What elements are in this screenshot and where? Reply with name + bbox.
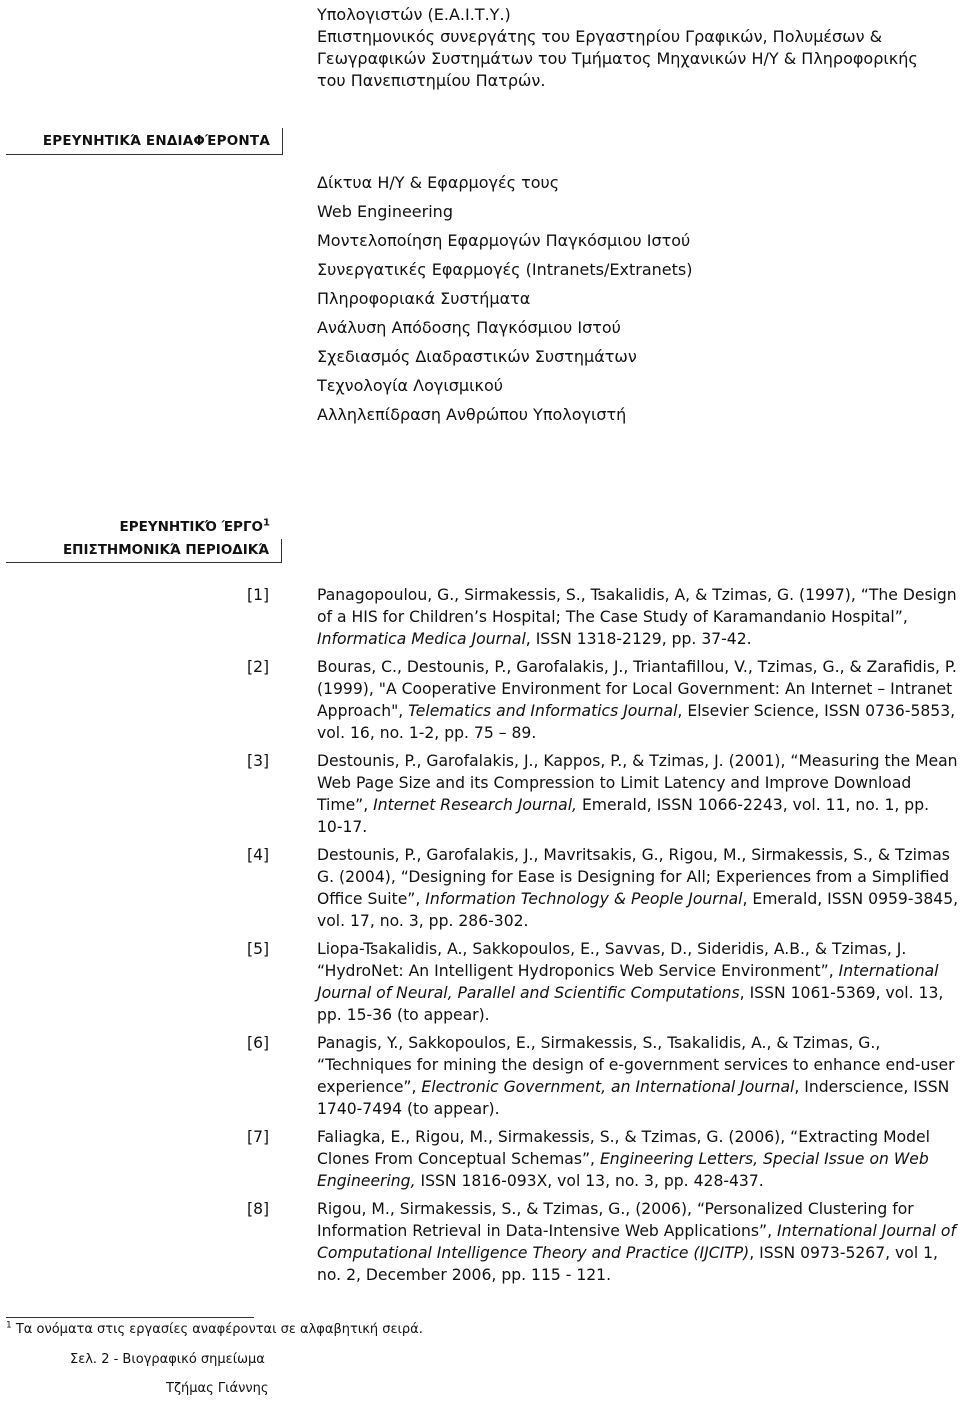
publication-number: [6] bbox=[247, 1034, 270, 1052]
research-work-heading bbox=[6, 516, 282, 563]
intro-line: Γεωγραφικών Συστημάτων του Τμήματος Μηχανικών Η/Υ & Πληροφορικής bbox=[317, 49, 918, 68]
intro-line: Επιστημονικός συνεργάτης του Εργαστηρίου Γραφικών, Πολυμέσων & bbox=[317, 27, 883, 46]
publication-number: [1] bbox=[247, 586, 270, 604]
publication-item: [3] Destounis, P., Garofalakis, J., Kappos, P., & Tzimas, J. (2001), “Measuring the Mean Web Page Size and its Compression to Limit Latency and Improve Download Time”, Internet Research Journal, Emerald, ISSN 1066-2243, vol. 11, no. 1, pp. 10-17. bbox=[247, 752, 958, 836]
research-work-title: ΕΡΕΥΝΗΤΙΚΌ ΈΡΓΟ$^1$ bbox=[119, 517, 270, 535]
publication-item: [5] Liopa-Tsakalidis, A., Sakkopoulos, E., Savvas, D., Sideridis, A.B., & Tzimas, J. “HydroNet: An Intelligent Hydroponics Web Service Environment”, International Journal of Neural, Parallel and Scientific Computations, ISSN 1061-5369, vol. 13, pp. 15-36 (to appear). bbox=[247, 940, 944, 1024]
interest-item: Ανάλυση Απόδοσης Παγκόσμιου Ιστού bbox=[317, 318, 621, 337]
journal-name: International Journal of Neural, Parallel and Scientific Computations bbox=[317, 962, 939, 1002]
publication-item: [8] Rigou, M., Sirmakessis, S., & Tzimas, G., (2006), “Personalized Clustering for Information Retrieval in Data-Intensive Web Applications”, International Journal of Computational Intelligence Theory and Practice (IJCITP), ISSN 0973-5267, vol 1, no. 2, December 2006, pp. 115 - 121. bbox=[247, 1200, 956, 1284]
interest-item: Μοντελοποίηση Εφαρμογών Παγκόσμιου Ιστού bbox=[317, 231, 691, 250]
interest-item: Πληροφοριακά Συστήματα bbox=[317, 289, 531, 308]
interest-item: Συνεργατικές Εφαρμογές (Intranets/Extranets) bbox=[317, 260, 693, 279]
journal-name: International Journal of Computational Intelligence Theory and Practice (IJCITP) bbox=[317, 1222, 956, 1262]
journal-name: Engineering Letters, Special Issue on Web Engineering, bbox=[317, 1150, 929, 1190]
intro-line: Υπολογιστών (Ε.Α.Ι.Τ.Υ.) bbox=[317, 5, 511, 24]
publication-number: [8] bbox=[247, 1200, 270, 1218]
footnote-number: 1 bbox=[6, 1320, 12, 1331]
publication-list bbox=[247, 584, 959, 1292]
interest-item: Δίκτυα Η/Υ & Εφαρμογές τους bbox=[317, 173, 560, 192]
page-footer: Σελ. 2 - Βιογραφικό σημείωμα bbox=[70, 1352, 265, 1367]
interest-item: Σχεδιασμός Διαδραστικών Συστημάτων bbox=[317, 347, 637, 366]
journal-name: Electronic Government, an International Journal bbox=[421, 1078, 795, 1096]
journal-name: Informatica Medica Journal bbox=[317, 630, 526, 648]
interest-item: Αλληλεπίδραση Ανθρώπου Υπολογιστή bbox=[317, 405, 627, 424]
publication-number: [3] bbox=[247, 752, 270, 770]
publication-item: [1] Panagopoulou, G., Sirmakessis, S., Tsakalidis, A, & Tzimas, G. (1997), “The Design of a HIS for Children’s Hospital; The Case Study of Karamandanio Hospital”, Informatica Medica Journal, ISSN 1318-2129, pp. 37-42. bbox=[247, 586, 957, 648]
publication-number: [5] bbox=[247, 940, 270, 958]
publication-number: [4] bbox=[247, 846, 270, 864]
research-interests-list bbox=[317, 168, 692, 429]
journal-name: Internet Research Journal, bbox=[373, 796, 577, 814]
footnote-divider bbox=[6, 1317, 254, 1318]
publication-number: [7] bbox=[247, 1128, 270, 1146]
footnote-mark: 1 bbox=[263, 517, 270, 529]
research-interests-heading: ΕΡΕΥΝΗΤΙΚΆ ΕΝΔΙΑΦΈΡΟΝΤΑ bbox=[6, 128, 283, 155]
publication-item: [4] Destounis, P., Garofalakis, J., Mavritsakis, G., Rigou, M., Sirmakessis, S., & Tzimas G. (2004), “Designing for Ease is Designing for All; Experiences from a Simplified Office Suite”, Information Technology & People Journal, Emerald, ISSN 0959-3845, vol. 17, no. 3, pp. 286-302. bbox=[247, 846, 959, 930]
publication-item: [6] Panagis, Y., Sakkopoulos, E., Sirmakessis, S., Tsakalidis, A., & Tzimas, G., “Techniques for mining the design of e-government services to enhance end-user experience”, Electronic Government, an International Journal, Inderscience, ISSN 1740-7494 (to appear). bbox=[247, 1034, 955, 1118]
author-footer: Τζήμας Γιάννης bbox=[166, 1381, 269, 1396]
interest-item: Τεχνολογία Λογισμικού bbox=[317, 376, 503, 395]
interest-item: Web Engineering bbox=[317, 202, 453, 221]
intro-text bbox=[317, 4, 957, 92]
publication-item: [2] Bouras, C., Destounis, P., Garofalakis, J., Triantafillou, V., Tzimas, G., & Zarafidis, P. (1999), "A Cooperative Environment for Local Government: An Internet – Intranet Approach", Telematics and Informatics Journal, Elsevier Science, ISSN 0736-5853, vol. 16, no. 1-2, pp. 75 – 89. bbox=[247, 658, 957, 742]
scientific-journals-heading: ΕΠΙΣΤΗΜΟΝΙΚΆ ΠΕΡΙΟΔΙΚΆ bbox=[6, 539, 282, 563]
journal-name: Information Technology & People Journal bbox=[425, 890, 743, 908]
publication-number: [2] bbox=[247, 658, 270, 676]
publication-item: [7] Faliagka, E., Rigou, M., Sirmakessis, S., & Tzimas, G. (2006), “Extracting Model Clones From Conceptual Schemas”, Engineering Letters, Special Issue on Web Engineering, ISSN 1816-093X, vol 13, no. 3, pp. 428-437. bbox=[247, 1128, 930, 1190]
footnote: $^1$ Τα ονόματα στις εργασίες αναφέρονται σε αλφαβητική σειρά. bbox=[6, 1320, 423, 1337]
intro-line: του Πανεπιστημίου Πατρών. bbox=[317, 71, 546, 90]
journal-name: Telematics and Informatics Journal bbox=[408, 702, 678, 720]
